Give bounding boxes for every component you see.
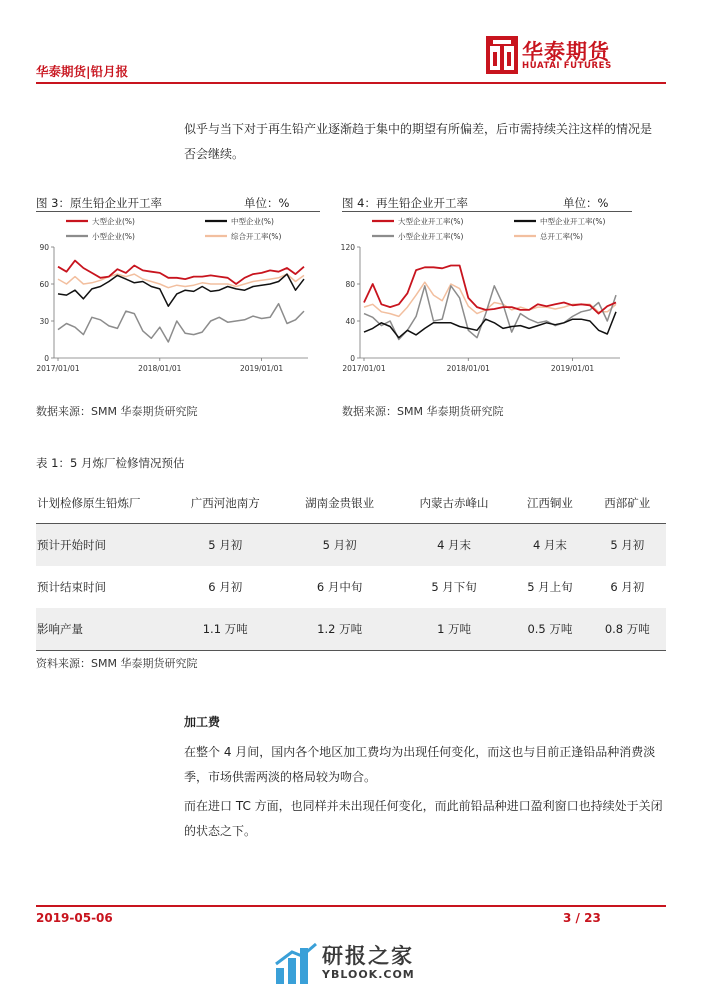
figure4-unit: 单位：% bbox=[563, 196, 609, 210]
section-para-1-line-2: 季，市场供需两淡的格局较为吻合。 bbox=[184, 770, 377, 784]
intro-line-2: 否会继续。 bbox=[184, 147, 245, 161]
table-header-cell: 湖南金贵银业 bbox=[282, 483, 396, 524]
table-cell: 1 万吨 bbox=[397, 608, 511, 651]
x-tick-label: 2019/01/01 bbox=[239, 364, 284, 373]
x-tick-label: 2017/01/01 bbox=[342, 364, 386, 373]
x-tick-label: 2017/01/01 bbox=[36, 364, 80, 373]
footer-page-number: 3 / 23 bbox=[563, 911, 601, 925]
table-cell: 6 月初 bbox=[610, 580, 645, 594]
table-cell: 5 月初 bbox=[282, 524, 396, 567]
figure3-title: 图 3：原生铅企业开工率 bbox=[36, 196, 162, 210]
watermark-logo-icon bbox=[274, 942, 320, 986]
figure3-unit: 单位：% bbox=[244, 196, 290, 210]
table-header-row bbox=[36, 483, 666, 524]
table-cell: 5 月上旬 bbox=[527, 580, 573, 594]
y-tick-label: 60 bbox=[39, 280, 49, 289]
table-header-cell: 计划检修原生铅炼厂 bbox=[36, 483, 168, 524]
table-cell: 1.2 万吨 bbox=[282, 608, 396, 651]
series-line bbox=[364, 312, 616, 338]
table-cell: 4 月末 bbox=[511, 524, 588, 567]
figure3-chart bbox=[30, 213, 320, 385]
figure4-chart bbox=[336, 213, 632, 385]
table-cell: 预计结束时间 bbox=[37, 580, 106, 594]
series-line bbox=[58, 261, 304, 284]
x-tick-label: 2018/01/01 bbox=[138, 364, 182, 373]
legend-label: 小型企业(%) bbox=[92, 232, 135, 241]
legend-label: 大型企业开工率(%) bbox=[398, 217, 464, 226]
table-header-cell: 江西铜业 bbox=[511, 483, 588, 524]
legend-label: 小型企业开工率(%) bbox=[398, 232, 464, 241]
figure4-source: 数据来源：SMM 华泰期货研究院 bbox=[342, 405, 504, 418]
table-row bbox=[36, 566, 666, 608]
figure3-source: 数据来源：SMM 华泰期货研究院 bbox=[36, 405, 198, 418]
table-header-cell: 西部矿业 bbox=[589, 483, 666, 524]
series-line bbox=[58, 304, 304, 342]
section-title: 加工费 bbox=[184, 715, 221, 729]
figure4-rule bbox=[342, 211, 632, 212]
table-cell: 5 月初 bbox=[589, 524, 666, 567]
table-header-cell: 广西河池南方 bbox=[168, 483, 282, 524]
y-tick-label: 30 bbox=[39, 317, 49, 326]
footer-rule bbox=[36, 905, 666, 907]
section-para-2 bbox=[184, 794, 663, 844]
figure4-title: 图 4：再生铅企业开工率 bbox=[342, 196, 468, 210]
table-cell: 0.8 万吨 bbox=[589, 608, 666, 651]
legend-label: 中型企业(%) bbox=[231, 217, 274, 226]
section-para-2-line-1: 而在进口 TC 方面，也同样并未出现任何变化，而此前铅品种进口盈利窗口也持续处于关闭 bbox=[184, 799, 663, 813]
huatai-logo-icon bbox=[486, 36, 518, 74]
footer-date: 2019-05-06 bbox=[36, 911, 113, 925]
section-para-1-line-1: 在整个 4 月间，国内各个地区加工费均为出现任何变化，而这也与目前正逢铅品种消费淡 bbox=[184, 745, 656, 759]
table-cell: 5 月初 bbox=[168, 524, 282, 567]
table-cell: 影响产量 bbox=[36, 608, 168, 651]
maintenance-table bbox=[36, 483, 666, 651]
table-row bbox=[36, 524, 666, 567]
table-cell: 4 月末 bbox=[397, 524, 511, 567]
legend-label: 总开工率(%) bbox=[540, 232, 583, 241]
y-tick-label: 40 bbox=[345, 317, 355, 326]
table-title: 表 1：5 月炼厂检修情况预估 bbox=[36, 456, 185, 470]
table-cell: 1.1 万吨 bbox=[168, 608, 282, 651]
x-tick-label: 2019/01/01 bbox=[550, 364, 595, 373]
legend-label: 综合开工率(%) bbox=[231, 232, 282, 241]
logo-text-cn: 华泰期货 bbox=[522, 40, 610, 64]
intro-line-1: 似乎与当下对于再生铅产业逐渐趋于集中的期望有所偏差，后市需持续关注这样的情况是 bbox=[184, 122, 653, 136]
watermark-text-cn: 研报之家 bbox=[322, 944, 414, 968]
y-tick-label: 80 bbox=[345, 280, 355, 289]
table-source: 资料来源：SMM 华泰期货研究院 bbox=[36, 657, 198, 670]
logo-text-en: HUATAI FUTURES bbox=[522, 61, 612, 71]
table-row bbox=[36, 608, 666, 651]
section-para-2-line-2: 的状态之下。 bbox=[184, 824, 257, 838]
header-rule bbox=[36, 82, 666, 84]
y-tick-label: 0 bbox=[350, 354, 355, 363]
legend-label: 大型企业(%) bbox=[92, 217, 135, 226]
figure3-rule bbox=[36, 211, 320, 212]
table-cell: 预计开始时间 bbox=[36, 524, 168, 567]
table-header-cell: 内蒙古赤峰山 bbox=[397, 483, 511, 524]
y-tick-label: 120 bbox=[340, 243, 355, 252]
table-cell: 6 月初 bbox=[208, 580, 243, 594]
header-report-name: 华泰期货|铅月报 bbox=[36, 64, 129, 79]
series-line bbox=[58, 274, 304, 288]
table-cell: 0.5 万吨 bbox=[511, 608, 588, 651]
section-para-1 bbox=[184, 740, 655, 790]
table-cell: 6 月中旬 bbox=[316, 580, 363, 594]
table-cell: 5 月下旬 bbox=[431, 580, 477, 594]
y-tick-label: 0 bbox=[44, 354, 49, 363]
watermark-text-en: YBLOOK.COM bbox=[322, 968, 415, 981]
legend-label: 中型企业开工率(%) bbox=[540, 217, 606, 226]
x-tick-label: 2018/01/01 bbox=[446, 364, 490, 373]
y-tick-label: 90 bbox=[39, 243, 49, 252]
intro-text bbox=[184, 117, 652, 167]
